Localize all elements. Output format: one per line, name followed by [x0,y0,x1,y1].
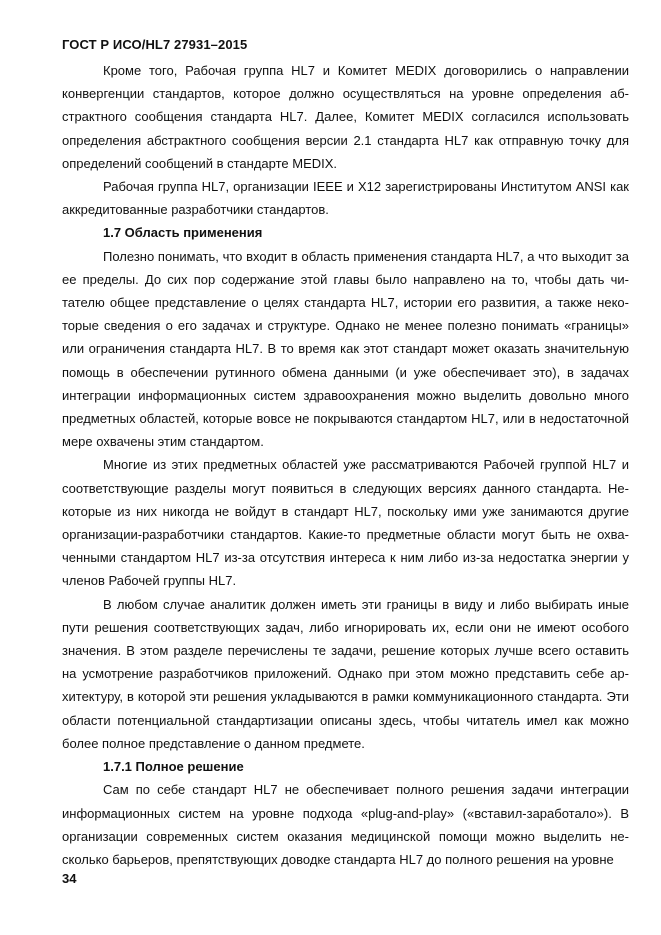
section-heading-scope: 1.7 Область применения [103,225,263,241]
paragraph-complete-solution: Сам по себе стандарт HL7 не обеспечивает полного решения задачи интеграции информационных систем на уровне подхода «plug-and-play» («вставил-заработало»). В организации современных систем оказания медицинской помощи можно выделить несколько барьеров, препятствующих доводке стандарта HL7 до полного решения на уровне [62,782,629,867]
standard-header: ГОСТ Р ИСО/HL7 27931–2015 [62,37,248,52]
page-number: 34 [62,871,77,886]
paragraph-subject-areas: Многие из этих предметных областей уже рассматриваются Рабочей группой HL7 и соответствующие разделы могут появиться в следующих версиях данного стандарта. Некоторые из них никогда не войдут в стандарт HL7, поскольку ими уже занимаются другие организации-разработчики стандартов. Какие-то предметные области могут быть не охваченными стандартом HL7 из-за отсутствия интереса к ним либо из-за недостатка энергии у членов Рабочей группы HL7. [62,457,629,589]
paragraph-medix-convergence: Кроме того, Рабочая группа HL7 и Комитет MEDIX договорились о направлении конвергенции стандартов, которое должно осуществляться на уровне определения абстрактного сообщения стандарта HL7. Далее, Комитет MEDIX согласился использовать определения абстрактного сообщения версии 2.1 стандарта HL7 как отправную точку для определений сообщений в стандарте MEDIX. [62,63,629,171]
section-heading-complete-solution: 1.7.1 Полное решение [103,759,244,775]
paragraph-scope-intro: Полезно понимать, что входит в область применения стандарта HL7, а что выходит за ее пределы. До сих пор содержание этой главы было направлено на то, чтобы дать читателю общее представление о целях стандарта HL7, истории его развития, а также некоторые сведения о его задачах и структуре. Однако не менее полезно понимать «границы» или ограничения стандарта HL7. В то время как этот стандарт может оказать значительную помощь в обеспечении рутинного обмена данными (и уже обеспечивает это), в задачах интеграции информационных систем здравоохранения можно выделить довольно много предметных областей, которые вовсе не покрываются стандартом HL7, или в недостаточной мере охвачены этим стандартом. [62,248,629,450]
paragraph-analyst-boundaries: В любом случае аналитик должен иметь эти границы в виду и либо выбирать иные пути решения соответствующих задач, либо игнорировать их, если они не имеют особого значения. В этом разделе перечислены те задачи, решение которых лучше всего оставить на усмотрение разработчиков приложений. Однако при этом можно представить себе архитектуру, в которой эти решения укладываются в рамки коммуникационного стандарта. Эти области потенциальной стандартизации описаны здесь, чтобы читатель имел как можно более полное представление о данном предмете. [62,596,629,751]
document-body [62,59,629,871]
paragraph-ansi-accreditation: Рабочая группа HL7, организации IEEE и X12 зарегистрированы Институтом ANSI как аккредитованные разработчики стандартов. [62,179,629,218]
